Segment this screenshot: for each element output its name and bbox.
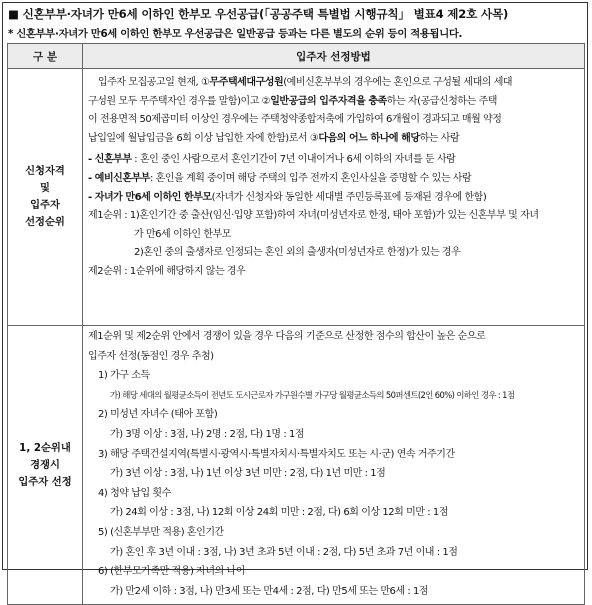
eligibility-content: [83, 69, 585, 326]
eligibility-line: 구성원 모두 무주택자인 경우를 말함)이고 ②일반공급의 입주자격을 충족하는 자(공급신청하는 주택: [88, 95, 497, 107]
criterion-title: 5) (신혼부부만 적용) 혼인기간: [98, 526, 224, 538]
rank1-line: 제1순위 : 1)혼인기간 중 출산(임신·입양 포함)하여 자녀(미성년자로 한정, 태아 포함)가 있는 신혼부부 및 자녀: [88, 210, 539, 222]
competition-intro: 입주자 선정(동점인 경우 추첨): [88, 350, 214, 362]
eligibility-row: [8, 69, 585, 326]
criterion-detail: 가) 만2세 이하 : 3점, 나) 만3세 또는 만4세 : 2점, 다) 만5세 또는 만6세 : 1점: [110, 585, 429, 597]
rank1-line-cont: 가 만6세 이하인 한부모: [134, 228, 231, 240]
criterion-title: 1) 가구 소득: [98, 370, 150, 382]
bullet-newlywed: - 신혼부부 : 혼인 중인 사람으로서 혼인기간이 7년 이내이거나 6세 이하의 자녀를 둔 사람: [88, 154, 456, 166]
page-title: ■ 신혼부부·자녀가 만6세 이하인 한부모 우선공급(「공공주택 특별법 시행규칙」 별표4 제2호 사목): [8, 7, 509, 21]
selection-table: [7, 43, 585, 605]
header-category: 구 분: [8, 44, 83, 69]
eligibility-line: 입주자 모집공고일 현재, ①무주택세대구성원(예비신혼부부의 경우에는 혼인으로 구성될 세대의 세대: [98, 77, 513, 88]
criterion-title: 2) 미성년 자녀수 (태아 포함): [98, 409, 218, 421]
eligibility-line: 납입일에 월납입금을 6회 이상 납입한 자에 한함)로서 ③다음의 어느 하나에 해당하는 사람: [88, 132, 460, 144]
rank2-line: 제2순위 : 1순위에 해당하지 않는 경우: [88, 265, 246, 277]
page-subtitle: * 신혼부부·자녀가 만6세 이하인 한부모 우선공급은 일반공급 등과는 다른 별도의 순위 등이 적용됩니다.: [8, 28, 463, 40]
criterion-detail: 가) 해당 세대의 월평균소득이 전년도 도시근로자 가구원수별 가구당 월평균소득의 50퍼센트(2인 60%) 이하인 경우 : 1점: [110, 389, 515, 400]
eligibility-label: 신청자격 및 입주자 선정순위: [8, 69, 83, 326]
header-method: 입주자 선정방법: [83, 44, 585, 69]
competition-content: [83, 326, 585, 605]
criterion-title: 4) 청약 납입 횟수: [98, 487, 171, 499]
header-row: [8, 44, 585, 69]
competition-intro: 제1순위 및 제2순위 안에서 경쟁이 있을 경우 다음의 기준으로 산정한 점수의 합산이 높은 순으로: [88, 331, 486, 342]
eligibility-line: 이 전용면적 50제곱미터 이상인 경우에는 주택청약종합저축에 가입하여 6개월이 경과되고 매월 약정: [88, 114, 502, 126]
competition-label: 1, 2순위내 경쟁시 입주자 선정: [8, 326, 83, 605]
criterion-detail: 가) 3명 이상 : 3점, 나) 2명 : 2점, 다) 1명 : 1점: [110, 428, 305, 440]
bullet-single-parent: - 자녀가 만6세 이하인 한부모(자녀가 신청자와 동일한 세대별 주민등록표에 등재된 경우에 한함): [88, 191, 487, 203]
competition-row: [8, 326, 585, 605]
criterion-detail: 가) 24회 이상 : 3점, 나) 12회 이상 24회 미만 : 2점, 다) 6회 이상 12회 미만 : 1점: [110, 507, 449, 519]
criterion-detail: 가) 혼인 후 3년 이내 : 3점, 나) 3년 초과 5년 이내 : 2점, 다) 5년 초과 7년 이내 : 1점: [110, 546, 458, 558]
criterion-detail: 가) 3년 이상 : 3점, 나) 1년 이상 3년 미만 : 2점, 다) 1년 미만 : 1점: [110, 468, 386, 480]
rank1-line-2: 2)혼인 중의 출생자로 인정되는 혼인 외의 출생자(미성년자로 한정)가 있는 경우: [134, 247, 461, 259]
criterion-title: 6) (한부모가족만 적용) 자녀의 나이: [98, 566, 245, 578]
criterion-title: 3) 해당 주택건설지역(특별시·광역시·특별자치시·특별자치도 또는 시·군) 연속 거주기간: [98, 448, 455, 460]
bullet-prospective-newlywed: - 예비신혼부부: 혼인을 계획 중이며 해당 주택의 입주 전까지 혼인사실을 증명할 수 있는 사람: [88, 172, 472, 184]
